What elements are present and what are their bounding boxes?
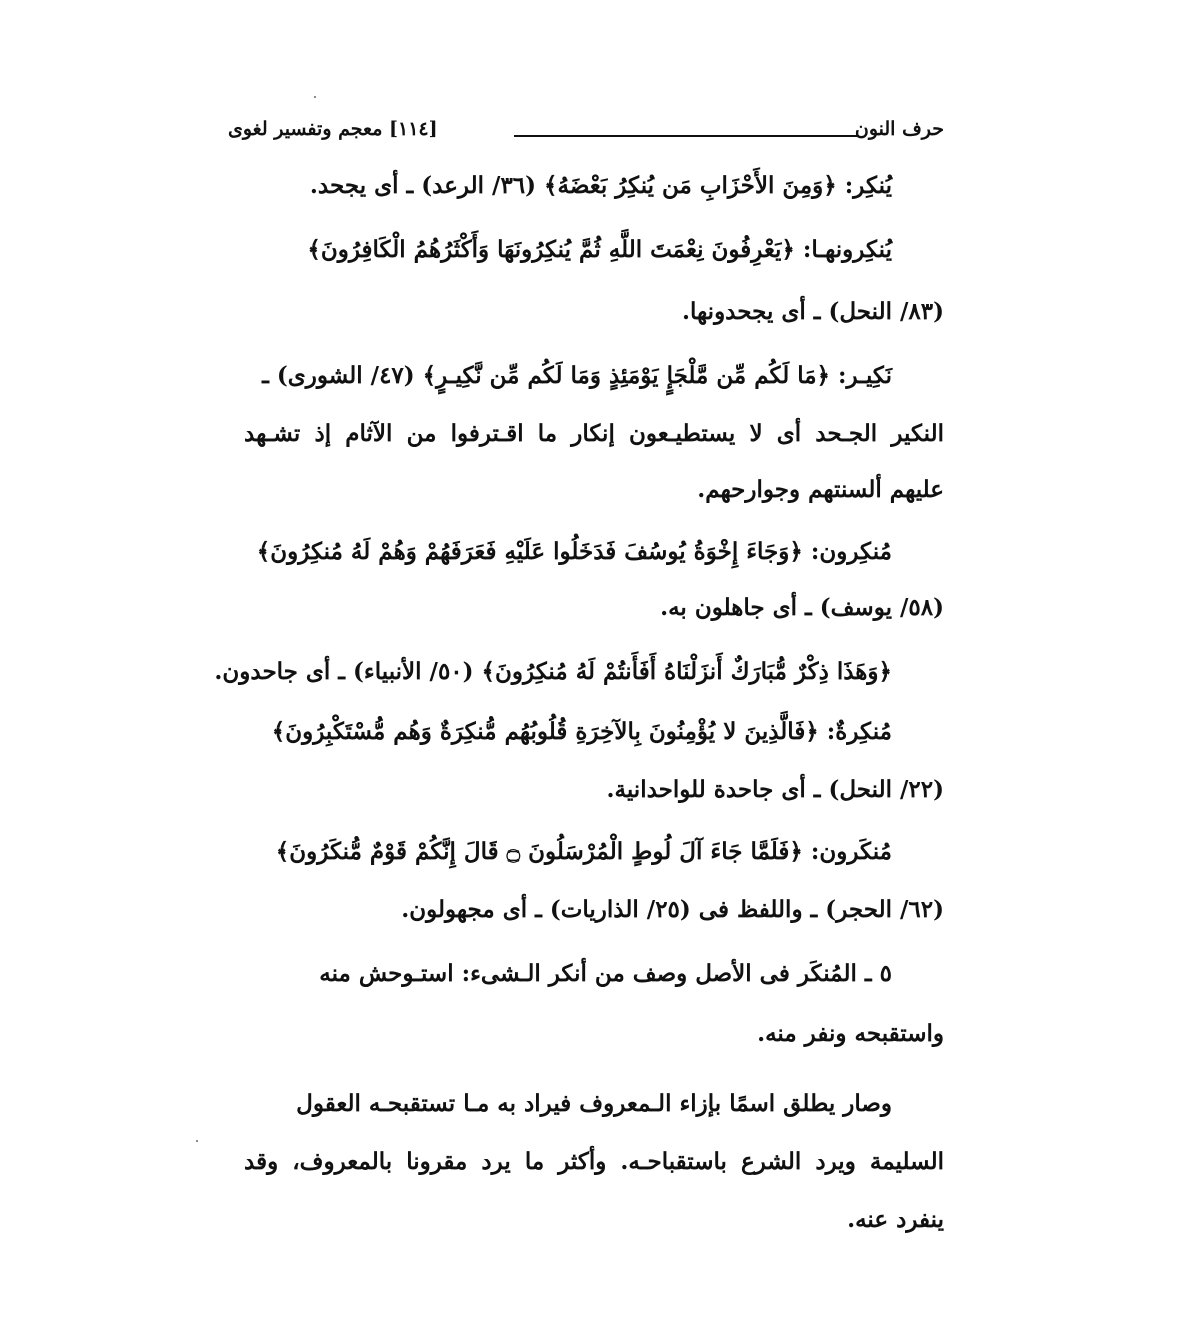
text-line: ٥ ـ المُنكَر فى الأصل وصف من أنكر الـشىء: استـوحش منه: [319, 960, 892, 987]
scan-speck: [314, 96, 316, 98]
text-line: وصار يطلق اسمًا بإزاء الـمعروف فيراد به مـا تستقبحـه العقول: [296, 1090, 892, 1117]
text-line: (٥٨/ يوسف) ـ أى جاهلون به.: [660, 594, 944, 621]
scan-speck: [196, 1140, 198, 1142]
text-line: يُنكِرونهـا: ﴿يَعْرِفُونَ نِعْمَتَ اللَّهِ ثُمَّ يُنكِرُونَهَا وَأَكْثَرُهُمُ الْكَافِرُونَ﴾: [307, 236, 892, 263]
text-line: (٨٣/ النحل) ـ أى يجحدونها.: [682, 298, 944, 325]
book-title: [١١٤] معجم وتفسير لغوى: [228, 118, 438, 140]
text-line: ﴿وَهَذَا ذِكْرٌ مُّبَارَكٌ أَنزَلْنَاهُ أَفَأَنتُمْ لَهُ مُنكِرُونَ﴾ (٥٠/ الأنبياء) ـ أى جاحدون.: [214, 658, 892, 685]
text-line: مُنكَرون: ﴿فَلَمَّا جَاءَ آلَ لُوطٍ الْمُرْسَلُونَ ۝ قَالَ إِنَّكُمْ قَوْمٌ مُّنكَرُونَ﴾: [275, 838, 892, 865]
text-line: النكير الجـحد أى لا يستطيـعون إنكار ما اقـترفوا من الآثام إذ تشـهد: [244, 420, 944, 447]
text-line: السليمة ويرد الشرع باستقباحـه. وأكثر ما يرد مقرونا بالمعروف، وقد: [244, 1148, 944, 1175]
text-line: ينفرد عنه.: [847, 1206, 944, 1233]
text-line: مُنكِرون: ﴿وَجَاءَ إِخْوَةُ يُوسُفَ فَدَخَلُوا عَلَيْهِ فَعَرَفَهُمْ وَهُمْ لَهُ مُنكِرُونَ﴾: [256, 538, 892, 565]
text-line: يُنكِر: ﴿وَمِنَ الأَحْزَابِ مَن يُنكِرُ بَعْضَهُ﴾ (٣٦/ الرعد) ـ أى يجحد.: [309, 172, 892, 199]
text-line: نَكِيـر: ﴿مَا لَكُم مِّن مَّلْجَإٍ يَوْمَئِذٍ وَمَا لَكُم مِّن نَّكِيـرٍ﴾ (٤٧/ الشورى) ـ: [262, 362, 892, 389]
text-line: عليهم ألسنتهم وجوارحهم.: [697, 476, 944, 503]
text-line: (٦٢/ الحجر) ـ واللفظ فى (٢٥/ الذاريات) ـ أى مجهولون.: [401, 896, 944, 923]
text-line: واستقبحه ونفر منه.: [757, 1020, 944, 1047]
header-rule: [514, 135, 859, 137]
section-title: حرف النون: [854, 118, 944, 140]
page-header: [228, 112, 944, 148]
text-line: مُنكِرةٌ: ﴿فَالَّذِينَ لا يُؤْمِنُونَ بِالآخِرَةِ قُلُوبُهُم مُّنكِرَةٌ وَهُم مُّسْتَكْبِرُونَ﴾: [271, 718, 892, 745]
text-line: (٢٢/ النحل) ـ أى جاحدة للواحدانية.: [606, 776, 944, 803]
